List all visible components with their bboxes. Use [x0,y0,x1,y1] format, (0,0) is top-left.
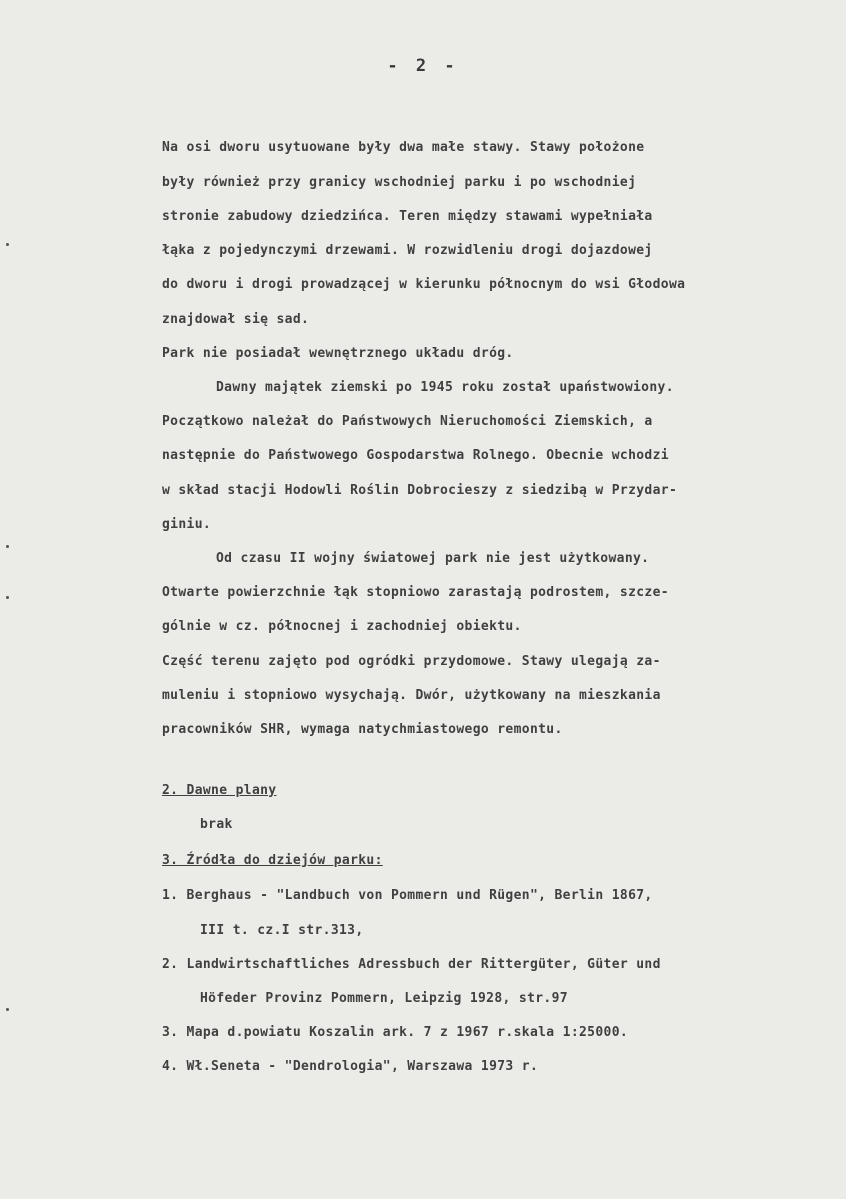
text-line: muleniu i stopniowo wysychają. Dwór, użytkowany na mieszkania [162,688,661,703]
text-line: pracowników SHR, wymaga natychmiastowego remontu. [162,722,563,737]
list-item: III t. cz.I str.313, [200,923,364,938]
list-item: 4. Wł.Seneta - "Dendrologia", Warszawa 1973 r. [162,1059,539,1074]
text-line: Na osi dworu usytuowane były dwa małe stawy. Stawy położone [162,140,645,155]
text-line: Otwarte powierzchnie łąk stopniowo zarastają podrostem, szcze- [162,585,669,600]
text-line: Park nie posiadał wewnętrznego układu dróg. [162,346,514,361]
text-line: giniu. [162,517,212,532]
text-line: do dworu i drogi prowadzącej w kierunku północnym do wsi Głodowa [162,277,686,292]
list-item: Höfeder Provinz Pommern, Leipzig 1928, str.97 [200,991,568,1006]
section-content: brak [200,817,233,832]
text-line: następnie do Państwowego Gospodarstwa Rolnego. Obecnie wchodzi [162,448,669,463]
margin-mark [6,596,9,599]
section-heading: 3. Źródła do dziejów parku: [162,853,383,868]
text-line: były również przy granicy wschodniej parku i po wschodniej [162,175,637,190]
list-item: 2. Landwirtschaftliches Adressbuch der Rittergüter, Güter und [162,957,661,972]
text-line: znajdował się sad. [162,312,310,327]
list-item: 3. Mapa d.powiatu Koszalin ark. 7 z 1967 r.skala 1:25000. [162,1025,629,1040]
text-line: Dawny majątek ziemski po 1945 roku został upaństwowiony. [216,380,674,395]
page-number: - 2 - [387,56,459,76]
text-line: Początkowo należał do Państwowych Nieruchomości Ziemskich, a [162,414,653,429]
margin-mark [6,545,9,548]
text-line: gólnie w cz. północnej i zachodniej obiektu. [162,619,522,634]
text-line: Część terenu zajęto pod ogródki przydomowe. Stawy ulegają za- [162,654,661,669]
text-line: łąka z pojedynczymi drzewami. W rozwidleniu drogi dojazdowej [162,243,653,258]
margin-mark [6,1008,9,1011]
margin-mark [6,243,9,246]
text-line: Od czasu II wojny światowej park nie jest użytkowany. [216,551,650,566]
list-item: 1. Berghaus - "Landbuch von Pommern und Rügen", Berlin 1867, [162,888,653,903]
text-line: w skład stacji Hodowli Roślin Dobrocieszy z siedzibą w Przydar- [162,483,678,498]
section-heading: 2. Dawne plany [162,783,277,798]
text-line: stronie zabudowy dziedzińca. Teren między stawami wypełniała [162,209,653,224]
